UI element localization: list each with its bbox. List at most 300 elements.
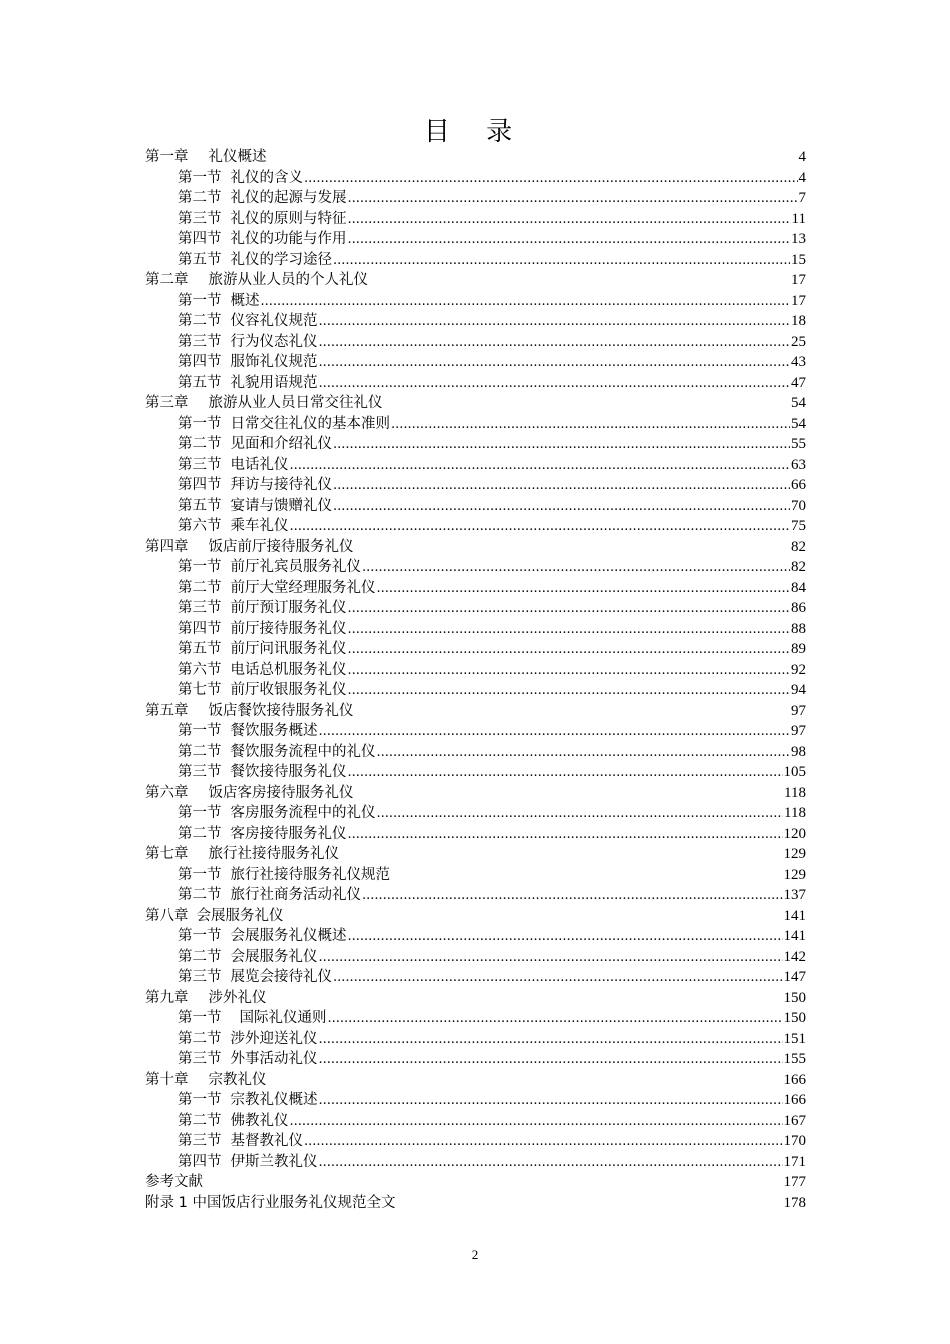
toc-section-row[interactable] <box>145 414 806 435</box>
toc-entry-title <box>178 1152 318 1173</box>
page-title: 目 录 <box>423 117 527 147</box>
toc-section-row[interactable] <box>145 1090 806 1111</box>
toc-entry-title <box>178 639 347 660</box>
entry-title-text: 礼仪的含义 <box>230 169 303 186</box>
toc-section-row[interactable] <box>145 926 806 947</box>
toc-section-row[interactable] <box>145 742 806 763</box>
toc-page-number: 4 <box>798 169 806 186</box>
dot-leader <box>319 1050 783 1071</box>
section-number: 第二节 <box>178 436 222 452</box>
toc-page-number: 94 <box>791 682 806 698</box>
toc-page-number: 150 <box>783 1010 806 1026</box>
entry-title-text: 礼仪的功能与作用 <box>230 231 347 247</box>
toc-section-row[interactable] <box>145 721 806 742</box>
toc-section-row[interactable] <box>145 1049 806 1070</box>
toc-entry-title <box>178 434 332 455</box>
entry-title-text: 前厅接待服务礼仪 <box>230 620 347 637</box>
section-number: 第五节 <box>178 641 222 657</box>
toc-section-row[interactable] <box>145 803 806 824</box>
entry-title-text: 会展服务礼仪 <box>230 948 318 965</box>
dot-leader <box>333 251 790 272</box>
toc-entry-title <box>178 188 347 209</box>
entry-title-text: 服饰礼仪规范 <box>230 354 318 370</box>
dot-leader <box>348 661 791 682</box>
dot-leader <box>348 640 791 661</box>
toc-page-number: 17 <box>791 292 806 309</box>
toc-page-number: 82 <box>791 538 806 555</box>
dot-leader <box>290 517 791 538</box>
toc-page-number: 63 <box>791 456 806 473</box>
toc-page-number: 129 <box>783 866 806 883</box>
toc-page-number: 88 <box>791 620 806 637</box>
dot-leader <box>348 189 798 210</box>
toc-section-row[interactable] <box>145 557 806 578</box>
dot-leader <box>319 353 791 374</box>
toc-page-number: 167 <box>783 1112 806 1129</box>
dot-leader <box>319 1091 783 1112</box>
dot-leader <box>333 497 790 518</box>
toc-entry-title <box>178 865 390 886</box>
section-number: 第一节 <box>178 559 222 575</box>
section-number: 第五节 <box>178 497 222 514</box>
dot-leader <box>319 312 791 333</box>
toc-entry-title <box>178 229 347 250</box>
entry-title-text: 前厅问讯服务礼仪 <box>230 641 347 657</box>
toc-section-row[interactable] <box>145 947 806 968</box>
dot-leader <box>319 1030 783 1051</box>
toc-entry-title <box>145 988 267 1009</box>
toc-entry-row[interactable] <box>145 1172 806 1193</box>
toc-section-row[interactable] <box>145 1111 806 1132</box>
toc-section-row[interactable] <box>145 967 806 988</box>
dot-leader <box>348 825 783 846</box>
entry-title-text: 前厅预订服务礼仪 <box>230 600 347 616</box>
toc-page-number: 177 <box>783 1174 806 1190</box>
dot-leader <box>348 927 783 948</box>
dot-leader <box>362 886 783 907</box>
entry-title-text: 国际礼仪通则 <box>239 1010 327 1026</box>
section-number: 第二节 <box>178 313 222 329</box>
toc-section-row[interactable] <box>145 824 806 845</box>
toc-entry-title <box>145 270 368 291</box>
section-number: 第七节 <box>178 682 222 698</box>
toc-page-number: 84 <box>791 579 806 596</box>
toc-section-row[interactable] <box>145 660 806 681</box>
section-number: 第四节 <box>178 477 222 493</box>
dot-leader <box>377 804 784 825</box>
toc-page-number: 97 <box>791 723 806 739</box>
toc-page-number: 171 <box>783 1153 806 1170</box>
dot-leader <box>362 558 790 579</box>
entry-title-text: 乘车礼仪 <box>230 518 289 534</box>
dot-leader <box>304 1132 783 1153</box>
entry-title-text: 概述 <box>230 292 260 309</box>
section-number: 第一节 <box>178 1092 222 1108</box>
toc-entry-title <box>178 803 376 824</box>
dot-leader <box>304 169 798 190</box>
toc-entry-title <box>178 516 289 537</box>
toc-entry-title <box>178 414 390 435</box>
toc-page-number: 170 <box>783 1133 806 1149</box>
chapter-number: 第七章 <box>145 846 189 862</box>
toc-entry-title <box>145 393 383 414</box>
section-number: 第五节 <box>178 374 222 391</box>
section-number: 第六节 <box>178 661 222 678</box>
toc-entry-title <box>178 455 289 476</box>
section-number: 第二节 <box>178 190 222 206</box>
toc-page-number: 129 <box>783 846 806 862</box>
entry-title-text: 电话总机服务礼仪 <box>230 661 347 678</box>
section-number: 第一节 <box>178 169 222 186</box>
entry-title-text: 拜访与接待礼仪 <box>230 477 332 493</box>
dot-leader <box>333 476 790 497</box>
toc-page-number: 15 <box>791 251 806 268</box>
toc-section-row[interactable] <box>145 332 806 353</box>
toc-page-number: 142 <box>783 948 806 965</box>
toc-entry-title <box>178 311 318 332</box>
dot-leader <box>290 1112 783 1133</box>
entry-title-text: 会展服务礼仪 <box>196 907 284 924</box>
toc-section-row[interactable] <box>145 188 806 209</box>
page-number: 2 <box>471 1247 479 1262</box>
dot-leader <box>319 333 791 354</box>
toc-entry-title <box>178 332 318 353</box>
toc-entry-title <box>145 147 267 168</box>
toc-page-number: 92 <box>791 661 806 678</box>
toc-page-number: 54 <box>791 395 806 411</box>
entry-title-text: 餐饮接待服务礼仪 <box>230 764 347 780</box>
entry-title-text: 礼貌用语规范 <box>230 374 318 391</box>
toc-entry-title <box>178 352 318 373</box>
toc-page-number: 155 <box>783 1051 806 1067</box>
dot-leader <box>348 599 791 620</box>
section-number: 第四节 <box>178 231 222 247</box>
entry-title-text: 旅行社接待服务礼仪规范 <box>230 866 390 883</box>
dot-leader <box>391 415 790 436</box>
toc-section-row[interactable] <box>145 352 806 373</box>
chapter-number: 第三章 <box>145 395 189 411</box>
chapter-number: 第一章 <box>145 149 189 165</box>
entry-title-text: 宗教礼仪 <box>208 1071 267 1088</box>
toc-entry-title <box>145 537 354 558</box>
entry-title-text: 前厅大堂经理服务礼仪 <box>230 579 376 596</box>
section-number: 第一节 <box>178 805 222 821</box>
toc-chapter-row[interactable] <box>145 147 806 168</box>
dot-leader <box>319 1153 783 1174</box>
toc-page-number: 89 <box>791 641 806 657</box>
toc-page-number: 7 <box>798 190 806 206</box>
dot-leader <box>348 763 783 784</box>
entry-title-text: 前厅礼宾员服务礼仪 <box>230 559 361 575</box>
entry-title-text: 宗教礼仪概述 <box>230 1092 318 1108</box>
dot-leader <box>333 435 790 456</box>
toc-entry-title <box>178 660 347 681</box>
entry-title-text: 客房服务流程中的礼仪 <box>230 805 376 821</box>
section-number: 第三节 <box>178 1051 222 1067</box>
entry-title-text: 礼仪的学习途径 <box>230 251 332 268</box>
entry-title-text: 前厅收银服务礼仪 <box>230 682 347 698</box>
toc-section-row[interactable] <box>145 311 806 332</box>
toc-page-number: 118 <box>784 805 806 821</box>
dot-leader <box>348 230 791 251</box>
toc-entry-title <box>178 824 347 845</box>
toc-entry-title <box>178 475 332 496</box>
toc-chapter-row[interactable] <box>145 783 806 804</box>
toc-entry-title <box>178 885 361 906</box>
toc-entry-title <box>178 947 318 968</box>
section-number: 第一节 <box>178 292 222 309</box>
entry-title-text: 礼仪的原则与特征 <box>230 210 347 227</box>
section-number: 第六节 <box>178 518 222 534</box>
toc-page-number: 47 <box>791 374 806 391</box>
section-number: 第五节 <box>178 251 222 268</box>
toc-entry-title <box>178 1111 289 1132</box>
toc-page-number: 13 <box>791 231 806 247</box>
toc-section-row[interactable] <box>145 516 806 537</box>
dot-leader <box>377 579 791 600</box>
dot-leader <box>261 292 791 313</box>
toc-section-row[interactable] <box>145 639 806 660</box>
toc-page-number: 150 <box>783 989 806 1006</box>
toc-entry-title <box>178 1029 318 1050</box>
entry-title-text: 仪容礼仪规范 <box>230 313 318 329</box>
toc-entry-title <box>145 701 354 722</box>
section-number: 第四节 <box>178 354 222 370</box>
entry-title-text: 旅游从业人员日常交往礼仪 <box>208 395 383 411</box>
toc-section-row[interactable] <box>145 865 806 886</box>
entry-title-text: 饭店客房接待服务礼仪 <box>208 784 354 801</box>
toc-chapter-row[interactable] <box>145 1070 806 1091</box>
entry-title-text: 附录 1 中国饭店行业服务礼仪规范全文 <box>145 1194 396 1211</box>
toc-entry-title <box>178 168 303 189</box>
entry-title-text: 涉外礼仪 <box>208 989 267 1006</box>
toc-chapter-row[interactable] <box>145 844 806 865</box>
toc-section-row[interactable] <box>145 1131 806 1152</box>
entry-title-text: 见面和介绍礼仪 <box>230 436 332 452</box>
section-number: 第二节 <box>178 948 222 965</box>
toc-entry-title <box>178 291 260 312</box>
toc-page-number: 82 <box>791 559 806 575</box>
toc-chapter-row[interactable] <box>145 988 806 1009</box>
toc-page-number: 147 <box>783 969 806 985</box>
toc-entry-title <box>178 578 376 599</box>
toc-section-row[interactable] <box>145 209 806 230</box>
toc-section-row[interactable] <box>145 762 806 783</box>
toc-entry-title <box>178 373 318 394</box>
section-number: 第二节 <box>178 825 222 842</box>
dot-leader <box>319 948 783 969</box>
entry-title-text: 参考文献 <box>145 1174 203 1190</box>
entry-title-text: 餐饮服务流程中的礼仪 <box>230 743 376 760</box>
section-number: 第二节 <box>178 579 222 596</box>
entry-title-text: 宴请与馈赠礼仪 <box>230 497 332 514</box>
toc-entry-title <box>178 557 361 578</box>
toc-page-number: 151 <box>783 1030 806 1047</box>
toc-section-row[interactable] <box>145 1008 806 1029</box>
toc-section-row[interactable] <box>145 680 806 701</box>
entry-title-text: 展览会接待礼仪 <box>230 969 332 985</box>
toc-page-number: 166 <box>783 1071 806 1088</box>
toc-page-number: 166 <box>783 1092 806 1108</box>
toc-page-number: 178 <box>783 1194 806 1211</box>
toc-chapter-row[interactable] <box>145 906 806 927</box>
chapter-number: 第二章 <box>145 272 189 288</box>
toc-entry-title <box>178 1049 318 1070</box>
section-number: 第四节 <box>178 620 222 637</box>
dot-leader <box>348 210 791 231</box>
toc-entry-row[interactable] <box>145 1193 806 1214</box>
toc-entry-title <box>178 250 332 271</box>
toc-page-number: 18 <box>791 313 806 329</box>
toc-section-row[interactable] <box>145 578 806 599</box>
toc-entry-title <box>145 844 339 865</box>
section-number: 第一节 <box>178 928 222 944</box>
dot-leader <box>348 620 791 641</box>
toc-page-number: 118 <box>784 784 806 801</box>
entry-title-text: 旅游从业人员的个人礼仪 <box>208 272 368 288</box>
toc-chapter-row[interactable] <box>145 393 806 414</box>
toc-page-number: 54 <box>791 415 806 432</box>
dot-leader <box>328 1009 783 1030</box>
toc-section-row[interactable] <box>145 496 806 517</box>
toc-chapter-row[interactable] <box>145 701 806 722</box>
toc-entry-title <box>178 967 332 988</box>
toc-page-number: 17 <box>791 272 806 288</box>
toc-section-row[interactable] <box>145 434 806 455</box>
toc-page-number: 86 <box>791 600 806 616</box>
entry-title-text: 外事活动礼仪 <box>230 1051 318 1067</box>
toc-entry-title <box>178 680 347 701</box>
toc-chapter-row[interactable] <box>145 270 806 291</box>
toc-entry-title <box>178 496 332 517</box>
toc-entry-title <box>178 742 376 763</box>
toc-entry-title <box>178 721 318 742</box>
section-number: 第三节 <box>178 456 222 473</box>
entry-title-text: 旅行社接待服务礼仪 <box>208 846 339 862</box>
toc-entry-title <box>145 1193 395 1214</box>
section-number: 第一节 <box>178 1010 222 1026</box>
toc-entry-title <box>178 209 347 230</box>
section-number: 第三节 <box>178 333 222 350</box>
entry-title-text: 礼仪概述 <box>208 149 267 165</box>
toc-entry-title <box>178 619 347 640</box>
toc-entry-title <box>178 1131 303 1152</box>
toc-section-row[interactable] <box>145 250 806 271</box>
toc-page-number: 75 <box>791 518 806 534</box>
entry-title-text: 涉外迎送礼仪 <box>230 1030 318 1047</box>
section-number: 第二节 <box>178 1030 222 1047</box>
chapter-number: 第八章 <box>145 907 189 924</box>
dot-leader <box>377 743 791 764</box>
toc-page-number: 120 <box>783 825 806 842</box>
dot-leader <box>290 456 791 477</box>
toc-section-row[interactable] <box>145 1152 806 1173</box>
toc-page-number: 43 <box>791 354 806 370</box>
entry-title-text: 伊斯兰教礼仪 <box>230 1153 318 1170</box>
toc-section-row[interactable] <box>145 598 806 619</box>
toc-entry-title <box>145 1172 203 1193</box>
toc-chapter-row[interactable] <box>145 537 806 558</box>
toc-page-number: 141 <box>783 907 806 924</box>
section-number: 第三节 <box>178 969 222 985</box>
entry-title-text: 日常交往礼仪的基本准则 <box>230 415 390 432</box>
toc-page-number: 105 <box>783 764 806 780</box>
toc-section-row[interactable] <box>145 229 806 250</box>
dot-leader <box>348 681 791 702</box>
toc-section-row[interactable] <box>145 291 806 312</box>
section-number: 第三节 <box>178 600 222 616</box>
entry-title-text: 餐饮服务概述 <box>230 723 318 739</box>
dot-leader <box>333 968 783 989</box>
toc-entry-title <box>178 598 347 619</box>
entry-title-text: 饭店前厅接待服务礼仪 <box>208 538 354 555</box>
toc-section-row[interactable] <box>145 1029 806 1050</box>
toc-page-number: 55 <box>791 436 806 452</box>
section-number: 第四节 <box>178 1153 222 1170</box>
toc-page-number: 141 <box>783 928 806 944</box>
entry-title-text: 客房接待服务礼仪 <box>230 825 347 842</box>
chapter-number: 第十章 <box>145 1071 189 1088</box>
dot-leader <box>319 722 791 743</box>
section-number: 第三节 <box>178 1133 222 1149</box>
toc-page-number: 98 <box>791 743 806 760</box>
section-number: 第三节 <box>178 210 222 227</box>
chapter-number: 第九章 <box>145 989 189 1006</box>
toc-section-row[interactable] <box>145 373 806 394</box>
toc-page-number: 25 <box>791 333 806 350</box>
toc-section-row[interactable] <box>145 885 806 906</box>
section-number: 第三节 <box>178 764 222 780</box>
toc-entry-title <box>145 906 284 927</box>
section-number: 第一节 <box>178 866 222 883</box>
chapter-number: 第六章 <box>145 784 189 801</box>
table-of-contents <box>145 147 806 1213</box>
chapter-number: 第五章 <box>145 702 189 719</box>
toc-page-number: 4 <box>798 149 806 165</box>
toc-page-number: 66 <box>791 477 806 493</box>
entry-title-text: 旅行社商务活动礼仪 <box>230 887 361 903</box>
section-number: 第二节 <box>178 743 222 760</box>
section-number: 第二节 <box>178 1112 222 1129</box>
toc-page-number: 70 <box>791 497 806 514</box>
entry-title-text: 会展服务礼仪概述 <box>230 928 347 944</box>
entry-title-text: 礼仪的起源与发展 <box>230 190 347 206</box>
toc-entry-title <box>178 926 347 947</box>
toc-section-row[interactable] <box>145 475 806 496</box>
toc-page-number: 11 <box>791 210 806 227</box>
chapter-number: 第四章 <box>145 538 189 555</box>
section-number: 第一节 <box>178 415 222 432</box>
section-number: 第一节 <box>178 723 222 739</box>
dot-leader <box>319 374 791 395</box>
toc-section-row[interactable] <box>145 619 806 640</box>
entry-title-text: 电话礼仪 <box>230 456 289 473</box>
toc-entry-title <box>178 1008 327 1029</box>
toc-section-row[interactable] <box>145 168 806 189</box>
entry-title-text: 佛教礼仪 <box>230 1112 289 1129</box>
entry-title-text: 基督教礼仪 <box>230 1133 303 1149</box>
section-number: 第二节 <box>178 887 222 903</box>
toc-entry-title <box>178 762 347 783</box>
entry-title-text: 行为仪态礼仪 <box>230 333 318 350</box>
toc-entry-title <box>145 1070 267 1091</box>
toc-entry-title <box>178 1090 318 1111</box>
toc-entry-title <box>145 783 354 804</box>
toc-page-number: 97 <box>791 702 806 719</box>
toc-page-number: 137 <box>783 887 806 903</box>
toc-section-row[interactable] <box>145 455 806 476</box>
entry-title-text: 饭店餐饮接待服务礼仪 <box>208 702 354 719</box>
